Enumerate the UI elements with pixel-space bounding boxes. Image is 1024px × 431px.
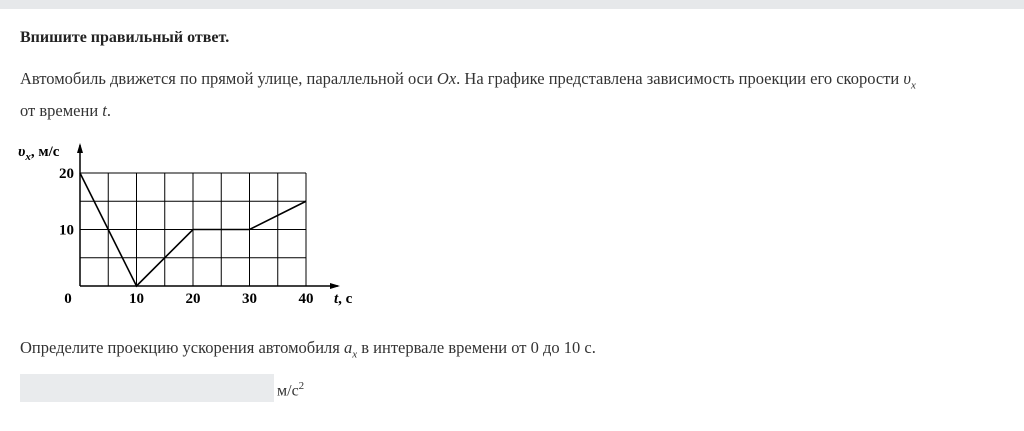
x-tick-labels xyxy=(129,291,314,307)
question-text xyxy=(20,338,596,360)
answer-input[interactable] xyxy=(20,374,274,402)
instruction-text: Впишите правильный ответ. xyxy=(20,29,230,46)
velocity-time-chart xyxy=(14,138,374,313)
time-symbol: t xyxy=(102,101,107,121)
x-tick-label: 20 xyxy=(185,291,201,307)
chart-axes xyxy=(77,143,340,289)
x-axis-arrow xyxy=(330,283,340,289)
answer-unit: $м/с^2$ xyxy=(277,380,305,400)
axis-name: Ox xyxy=(436,69,457,88)
acceleration-symbol: a xyxy=(343,338,353,357)
velocity-subscript: x xyxy=(910,79,916,92)
problem-part-4: . xyxy=(106,101,112,121)
problem-part-1: Автомобиль движется по прямой улице, параллельной оси xyxy=(20,69,437,88)
y-axis-arrow xyxy=(77,143,83,153)
velocity-symbol: υ xyxy=(903,69,911,88)
acceleration-subscript: x xyxy=(352,348,358,361)
question-part-1: Определите проекцию ускорения автомобиля xyxy=(20,338,344,357)
origin-label: 0 xyxy=(64,291,72,307)
y-tick-label: 10 xyxy=(59,222,74,239)
x-tick-label: 40 xyxy=(298,291,314,307)
x-axis-label: t, с xyxy=(334,291,353,307)
problem-text xyxy=(20,66,1010,124)
problem-part-2: . На графике представлена зависимость проекции его скорости xyxy=(456,69,904,88)
x-tick-label: 30 xyxy=(242,291,257,307)
question-part-2: в интервале времени от 0 до 10 с. xyxy=(357,338,596,357)
problem-part-3: от времени xyxy=(20,101,103,121)
y-tick-label: 20 xyxy=(59,166,74,182)
top-bar xyxy=(0,0,1024,9)
x-tick-label: 10 xyxy=(129,291,144,307)
y-axis-label: $\upsilon_x$, м/с xyxy=(18,144,60,163)
unit-exponent: 2 xyxy=(298,380,305,392)
y-tick-labels xyxy=(59,166,74,239)
